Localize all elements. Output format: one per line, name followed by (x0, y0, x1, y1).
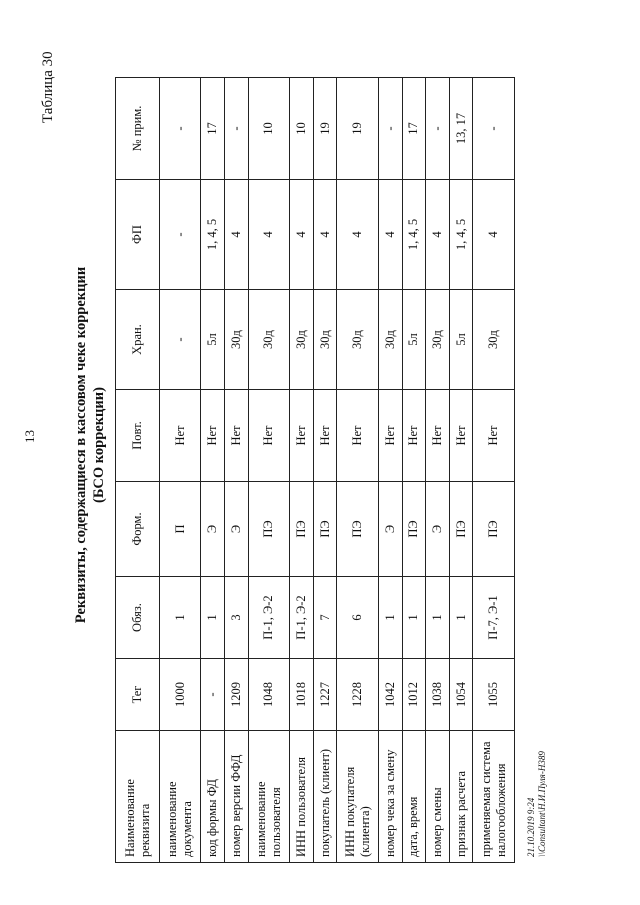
cell-name: номер чека за смену (378, 731, 402, 863)
cell-storage: 5л (449, 290, 473, 390)
cell-repeat: Нет (160, 390, 201, 482)
cell-fp: 4 (337, 180, 378, 290)
table-row (160, 78, 201, 863)
table-header (116, 78, 160, 863)
cell-repeat: Нет (201, 390, 225, 482)
cell-tag: 1048 (248, 659, 289, 731)
cell-required: 1 (426, 577, 450, 659)
cell-tag: 1000 (160, 659, 201, 731)
title-line-2: (БСО коррекции) (91, 387, 107, 503)
cell-repeat: Нет (426, 390, 450, 482)
cell-storage: 30д (426, 290, 450, 390)
cell-storage: - (160, 290, 201, 390)
cell-form: П (160, 482, 201, 577)
cell-storage: 30д (473, 290, 515, 390)
table-body (160, 78, 515, 863)
cell-tag: 1227 (313, 659, 337, 731)
col-header-note: № прим. (116, 78, 160, 180)
cell-form: Э (378, 482, 402, 577)
cell-note: - (160, 78, 201, 180)
cell-repeat: Нет (473, 390, 515, 482)
cell-required: 1 (449, 577, 473, 659)
cell-form: ПЭ (248, 482, 289, 577)
cell-form: ПЭ (290, 482, 314, 577)
cell-required: П-7, Э-1 (473, 577, 515, 659)
cell-form: ПЭ (473, 482, 515, 577)
table-row (402, 78, 426, 863)
cell-storage: 5л (201, 290, 225, 390)
cell-note: - (426, 78, 450, 180)
cell-note: 10 (248, 78, 289, 180)
cell-fp: 4 (313, 180, 337, 290)
cell-tag: 1228 (337, 659, 378, 731)
cell-required: П-1, Э-2 (290, 577, 314, 659)
cell-storage: 30д (378, 290, 402, 390)
cell-fp: 1, 4, 5 (402, 180, 426, 290)
table-row (225, 78, 249, 863)
cell-tag: 1055 (473, 659, 515, 731)
cell-repeat: Нет (337, 390, 378, 482)
table-row (426, 78, 450, 863)
cell-required: 1 (201, 577, 225, 659)
cell-tag: 1018 (290, 659, 314, 731)
cell-fp: 4 (426, 180, 450, 290)
table-row (473, 78, 515, 863)
stamp-line-1: 21.10.2019 9:24 (526, 797, 536, 857)
table-row (378, 78, 402, 863)
cell-tag: - (201, 659, 225, 731)
cell-name: признак расчета (449, 731, 473, 863)
stamp-line-2: \\Consultant\Н.И.Пуля-Н389 (537, 751, 547, 857)
cell-fp: 1, 4, 5 (201, 180, 225, 290)
cell-required: 1 (378, 577, 402, 659)
cell-name: наименование документа (160, 731, 201, 863)
cell-note: 19 (337, 78, 378, 180)
cell-fp: 1, 4, 5 (449, 180, 473, 290)
cell-tag: 1012 (402, 659, 426, 731)
table-title (72, 145, 108, 745)
cell-storage: 30д (248, 290, 289, 390)
cell-form: ПЭ (449, 482, 473, 577)
page-number: 13 (22, 430, 37, 443)
cell-note: - (378, 78, 402, 180)
col-header-fp: ФП (116, 180, 160, 290)
cell-storage: 30д (225, 290, 249, 390)
cell-fp: 4 (248, 180, 289, 290)
cell-required: 1 (402, 577, 426, 659)
cell-form: ПЭ (402, 482, 426, 577)
requisites-table (115, 77, 515, 863)
title-line-1: Реквизиты, содержащиеся в кассовом чеке коррекции (73, 266, 89, 624)
cell-repeat: Нет (449, 390, 473, 482)
cell-note: - (473, 78, 515, 180)
cell-repeat: Нет (290, 390, 314, 482)
cell-name: применяемая система налогообложения (473, 731, 515, 863)
cell-repeat: Нет (225, 390, 249, 482)
cell-note: - (225, 78, 249, 180)
cell-name: номер смены (426, 731, 450, 863)
cell-tag: 1054 (449, 659, 473, 731)
cell-required: 7 (313, 577, 337, 659)
col-header-form: Форм. (116, 482, 160, 577)
cell-tag: 1038 (426, 659, 450, 731)
consultant-stamp (526, 751, 548, 857)
cell-name: наименование пользователя (248, 731, 289, 863)
cell-note: 17 (201, 78, 225, 180)
table-row (313, 78, 337, 863)
cell-name: покупатель (клиент) (313, 731, 337, 863)
cell-note: 10 (290, 78, 314, 180)
cell-required: 6 (337, 577, 378, 659)
table-row (248, 78, 289, 863)
cell-fp: - (160, 180, 201, 290)
cell-name: код формы ФД (201, 731, 225, 863)
cell-form: Э (201, 482, 225, 577)
table-label: Таблица 30 (40, 51, 56, 123)
cell-fp: 4 (290, 180, 314, 290)
cell-repeat: Нет (248, 390, 289, 482)
cell-name: ИНН пользователя (290, 731, 314, 863)
cell-required: 1 (160, 577, 201, 659)
cell-note: 17 (402, 78, 426, 180)
cell-storage: 5л (402, 290, 426, 390)
cell-required: П-1, Э-2 (248, 577, 289, 659)
cell-form: Э (225, 482, 249, 577)
cell-note: 13, 17 (449, 78, 473, 180)
cell-tag: 1042 (378, 659, 402, 731)
cell-tag: 1209 (225, 659, 249, 731)
table-row (290, 78, 314, 863)
cell-storage: 30д (337, 290, 378, 390)
cell-name: дата, время (402, 731, 426, 863)
table-row (337, 78, 378, 863)
cell-storage: 30д (290, 290, 314, 390)
col-header-repeat: Повт. (116, 390, 160, 482)
cell-fp: 4 (225, 180, 249, 290)
col-header-name: Наименование реквизита (116, 731, 160, 863)
col-header-required: Обяз. (116, 577, 160, 659)
col-header-storage: Хран. (116, 290, 160, 390)
cell-fp: 4 (378, 180, 402, 290)
col-header-tag: Тег (116, 659, 160, 731)
cell-repeat: Нет (402, 390, 426, 482)
header-row (116, 78, 160, 863)
cell-repeat: Нет (378, 390, 402, 482)
cell-form: Э (426, 482, 450, 577)
cell-repeat: Нет (313, 390, 337, 482)
cell-required: 3 (225, 577, 249, 659)
cell-fp: 4 (473, 180, 515, 290)
cell-form: ПЭ (313, 482, 337, 577)
cell-note: 19 (313, 78, 337, 180)
cell-storage: 30д (313, 290, 337, 390)
table-row (449, 78, 473, 863)
cell-name: номер версии ФФД (225, 731, 249, 863)
table-row (201, 78, 225, 863)
cell-name: ИНН покупателя (клиента) (337, 731, 378, 863)
cell-form: ПЭ (337, 482, 378, 577)
